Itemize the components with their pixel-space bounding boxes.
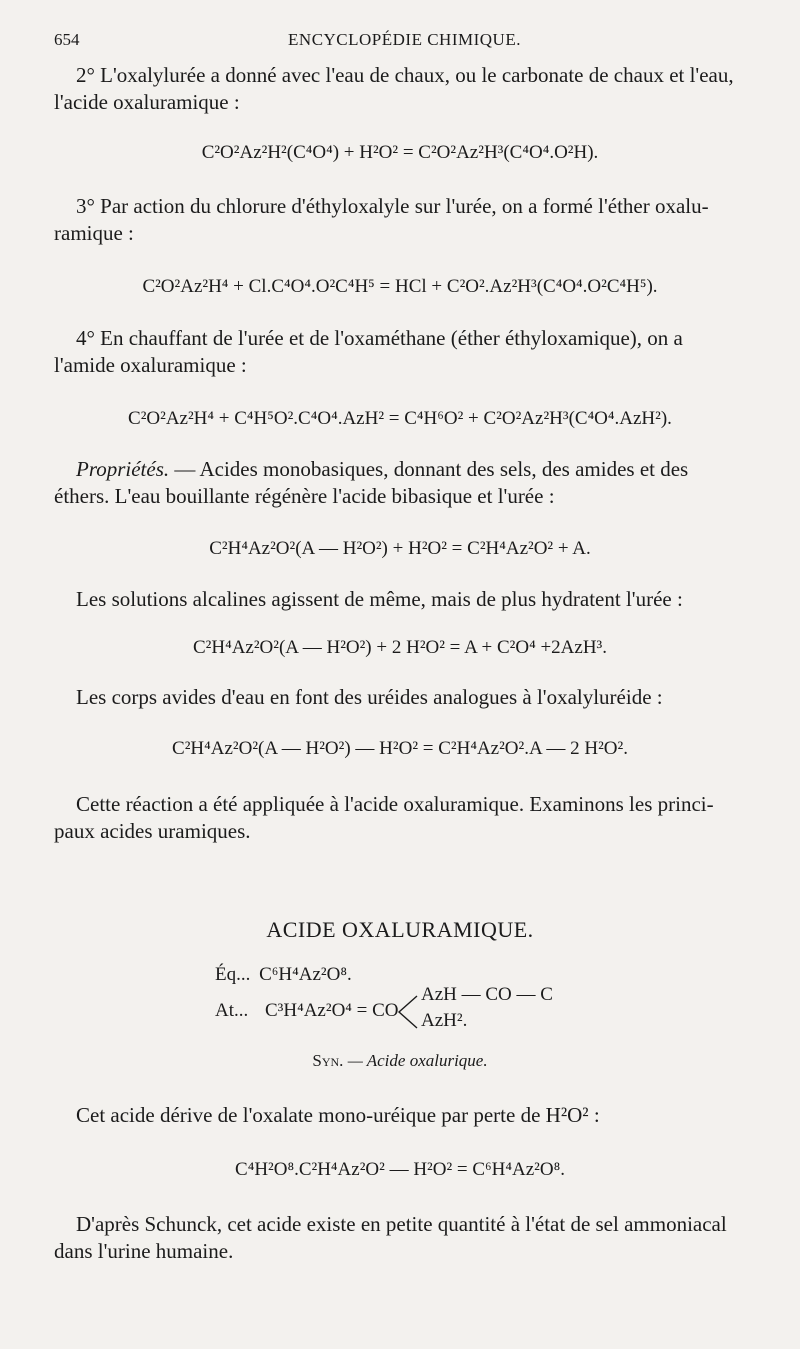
paragraph-line: l'acide oxaluramique : (54, 90, 240, 114)
synonym-line (0, 1051, 800, 1071)
at-branch-bottom: AzH². (421, 1010, 468, 1031)
equation-3: C²O²Az²H⁴ + C⁴H⁵O².C⁴O⁴.AzH² = C⁴H⁶O² + C²O²Az²H³(C⁴O⁴.AzH²). (128, 408, 672, 429)
equation-7: C⁴H²O⁸.C²H⁴Az²O² — H²O² = C⁶H⁴Az²O⁸. (235, 1159, 565, 1180)
equation-4: C²H⁴Az²O²(A — H²O²) + H²O² = C²H⁴Az²O² + A. (209, 538, 591, 559)
paragraph-line: Les solutions alcalines agissent de même, mais de plus hydratent l'urée : (76, 587, 683, 611)
atomic-formula-row (215, 984, 553, 1031)
paragraph-line: ramique : (54, 221, 134, 245)
formula-block (215, 962, 553, 1031)
paragraph-line: 4° En chauffant de l'urée et de l'oxaméthane (éther éthyloxamique), on a (76, 326, 683, 350)
paragraph-oxamethane (54, 325, 755, 379)
paragraph-cet-acide (76, 1102, 755, 1129)
paragraph-line: éthers. L'eau bouillante régénère l'acide bibasique et l'urée : (54, 484, 555, 508)
at-label: At... (215, 1000, 249, 1021)
section-title: ACIDE OXALURAMIQUE. (266, 917, 534, 942)
equation-2: C²O²Az²H⁴ + Cl.C⁴O⁴.O²C⁴H⁵ = HCl + C²O².Az²H³(C⁴O⁴.O²C⁴H⁵). (142, 276, 658, 297)
page-header (54, 30, 755, 56)
equation-5: C²H⁴Az²O²(A — H²O²) + 2 H²O² = A + C²O⁴ +2AzH³. (192, 637, 607, 658)
paragraph-solutions (76, 586, 755, 613)
eq-label: Éq... (215, 964, 251, 985)
paragraph-corps-avides (76, 684, 755, 711)
paragraph-chlorure (54, 193, 755, 247)
paragraph-schunck (54, 1211, 755, 1265)
paragraph-line: D'après Schunck, cet acide existe en petite quantité à l'état de sel ammoniacal (76, 1212, 727, 1236)
equivalent-formula-row (215, 962, 352, 990)
paragraph-line: dans l'urine humaine. (54, 1239, 234, 1263)
paragraph-line: l'amide oxaluramique : (54, 353, 247, 377)
page-number: 654 (54, 30, 80, 49)
paragraph-line: — Acides monobasiques, donnant des sels, des amides et des (169, 457, 689, 481)
at-branch-top: AzH — CO — C (421, 984, 553, 1005)
paragraph-line: 3° Par action du chlorure d'éthyloxalyle sur l'urée, on a formé l'éther oxalu- (76, 194, 709, 218)
paragraph-cette-reaction (54, 791, 755, 845)
at-formula: C³H⁴Az²O⁴ = CO (265, 1000, 399, 1021)
proprietes-title: Propriétés. (76, 457, 170, 481)
paragraph-line: Les corps avides d'eau en font des uréides analogues à l'oxalyluréide : (76, 685, 663, 709)
paragraph-oxalyluree (54, 62, 755, 116)
syn-label: Syn. (312, 1051, 344, 1070)
running-head: ENCYCLOPÉDIE CHIMIQUE. (288, 30, 521, 49)
equation-1: C²O²Az²H²(C⁴O⁴) + H²O² = C²O²Az²H³(C⁴O⁴.O²H). (201, 142, 599, 163)
paragraph-proprietes (54, 456, 755, 510)
paragraph-line: Cet acide dérive de l'oxalate mono-uréique par perte de H²O² : (76, 1103, 600, 1127)
paragraph-line: 2° L'oxalylurée a donné avec l'eau de chaux, ou le carbonate de chaux et l'eau, (76, 63, 734, 87)
paragraph-line: paux acides uramiques. (54, 819, 251, 843)
eq-formula: C⁶H⁴Az²O⁸. (259, 964, 352, 985)
bracket-icon (395, 994, 419, 1030)
equation-6: C²H⁴Az²O²(A — H²O²) — H²O² = C²H⁴Az²O².A — 2 H²O². (172, 738, 628, 759)
paragraph-line: Cette réaction a été appliquée à l'acide oxaluramique. Examinons les princi- (76, 792, 714, 816)
syn-text: — Acide oxalurique. (343, 1051, 488, 1070)
